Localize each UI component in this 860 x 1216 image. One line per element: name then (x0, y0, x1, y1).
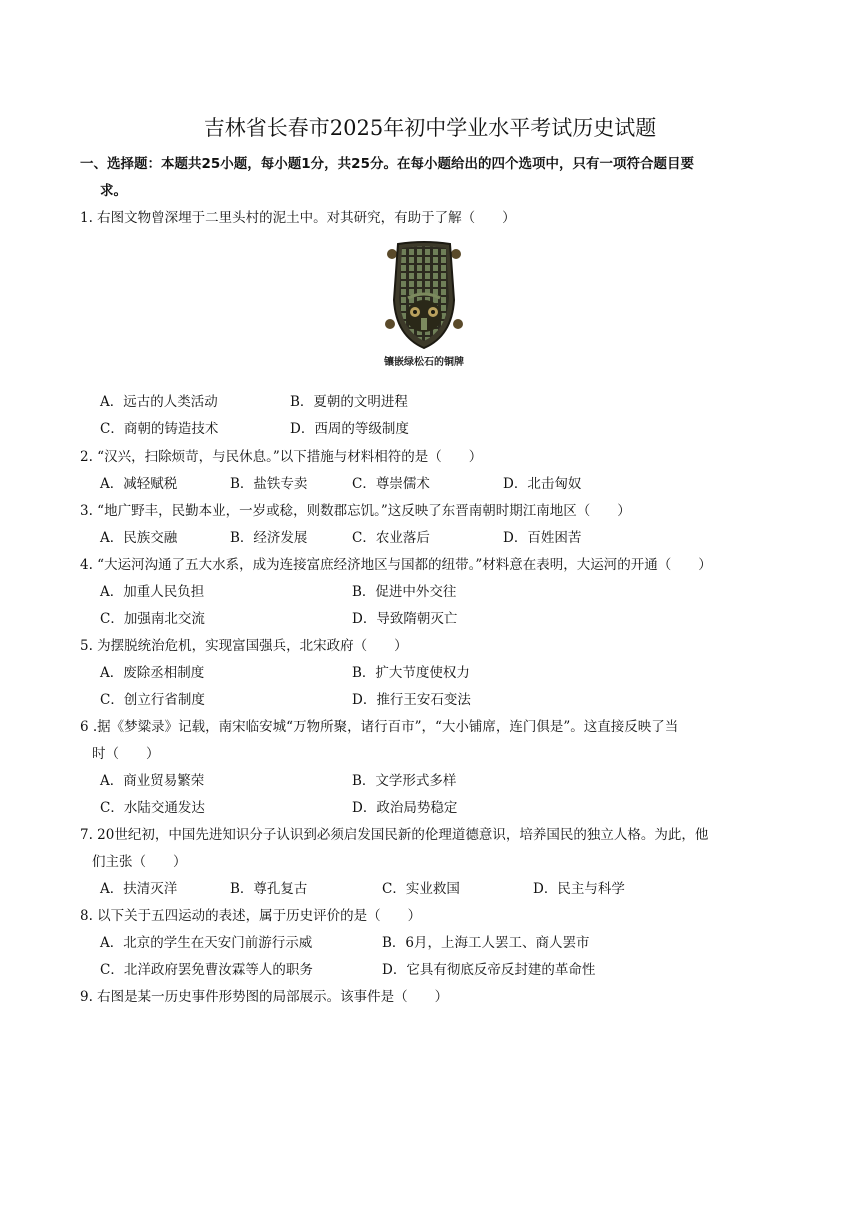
q4-option-d[interactable]: D．导致隋朝灭亡 (352, 611, 458, 627)
q1-option-d[interactable]: D．西周的等级制度 (290, 421, 409, 437)
q2-option-a[interactable]: A．减轻赋税 (100, 476, 178, 492)
q4-option-b[interactable]: B．促进中外交往 (352, 584, 457, 600)
page-title: 吉林省长春市2025年初中学业水平考试历史试题 (203, 116, 657, 140)
q3-option-b[interactable]: B．经济发展 (230, 530, 308, 546)
q4-option-a[interactable]: A．加重人民负担 (100, 584, 205, 600)
q6-option-a[interactable]: A．商业贸易繁荣 (100, 773, 205, 789)
question-6-stem-line2: 时（ ） (92, 746, 160, 762)
q7-option-d[interactable]: D．民主与科学 (533, 881, 625, 897)
question-5-stem: 5. 为摆脱统治危机，实现富国强兵，北宋政府（ ） (80, 638, 408, 654)
q8-option-d[interactable]: D．它具有彻底反帝反封建的革命性 (382, 962, 596, 978)
section-heading-line2: 求。 (100, 183, 127, 199)
q5-option-a[interactable]: A．废除丞相制度 (100, 665, 205, 681)
bronze-plaque-image (368, 240, 480, 350)
question-6-stem-line1: 6 .据《梦粱录》记载，南宋临安城“万物所聚，诸行百市”，“大小铺席，连门俱是”。这直接反映了当 (80, 719, 679, 735)
question-9-stem: 9. 右图是某一历史事件形势图的局部展示。该事件是（ ） (80, 989, 449, 1005)
q1-option-c[interactable]: C．商朝的铸造技术 (100, 421, 219, 437)
q5-option-d[interactable]: D．推行王安石变法 (352, 692, 471, 708)
figure-caption: 镶嵌绿松石的铜牌 (384, 357, 464, 368)
q1-option-a[interactable]: A．远古的人类活动 (100, 394, 218, 410)
q8-option-b[interactable]: B．6月，上海工人罢工、商人罢市 (382, 935, 590, 951)
q2-option-c[interactable]: C．尊崇儒术 (352, 476, 430, 492)
question-8-stem: 8. 以下关于五四运动的表述，属于历史评价的是（ ） (80, 908, 422, 924)
question-4-stem: 4. “大运河沟通了五大水系，成为连接富庶经济地区与国都的纽带。”材料意在表明，大运河的开通（ ） (80, 557, 712, 573)
q1-option-b[interactable]: B．夏朝的文明进程 (290, 394, 408, 410)
q2-option-d[interactable]: D．北击匈奴 (503, 476, 582, 492)
q6-option-c[interactable]: C．水陆交通发达 (100, 800, 205, 816)
q7-option-c[interactable]: C．实业救国 (382, 881, 460, 897)
question-2-stem: 2. “汉兴，扫除烦苛，与民休息。”以下措施与材料相符的是（ ） (80, 449, 483, 465)
section-heading-line1: 一、选择题：本题共25小题，每小题1分，共25分。在每小题给出的四个选项中，只有一项符合题目要 (80, 156, 694, 172)
question-7-stem-line2: 们主张（ ） (92, 854, 187, 870)
q4-option-c[interactable]: C．加强南北交流 (100, 611, 205, 627)
q7-option-b[interactable]: B．尊孔复古 (230, 881, 308, 897)
q6-option-d[interactable]: D．政治局势稳定 (352, 800, 458, 816)
bronze-plaque-figure (368, 240, 480, 372)
q6-option-b[interactable]: B．文学形式多样 (352, 773, 457, 789)
q5-option-b[interactable]: B．扩大节度使权力 (352, 665, 470, 681)
question-1-stem: 1. 右图文物曾深埋于二里头村的泥土中。对其研究，有助于了解（ ） (80, 210, 516, 226)
q3-option-c[interactable]: C．农业落后 (352, 530, 430, 546)
q2-option-b[interactable]: B．盐铁专卖 (230, 476, 308, 492)
question-3-stem: 3. “地广野丰，民勤本业，一岁或稔，则数郡忘饥。”这反映了东晋南朝时期江南地区（ ） (80, 503, 631, 519)
question-7-stem-line1: 7. 20世纪初，中国先进知识分子认识到必须启发国民新的伦理道德意识，培养国民的独立人格。为此，他 (80, 827, 709, 843)
q5-option-c[interactable]: C．创立行省制度 (100, 692, 205, 708)
q7-option-a[interactable]: A．扶清灭洋 (100, 881, 178, 897)
q8-option-a[interactable]: A．北京的学生在天安门前游行示威 (100, 935, 313, 951)
q8-option-c[interactable]: C．北洋政府罢免曹汝霖等人的职务 (100, 962, 313, 978)
q3-option-a[interactable]: A．民族交融 (100, 530, 178, 546)
q3-option-d[interactable]: D．百姓困苦 (503, 530, 582, 546)
